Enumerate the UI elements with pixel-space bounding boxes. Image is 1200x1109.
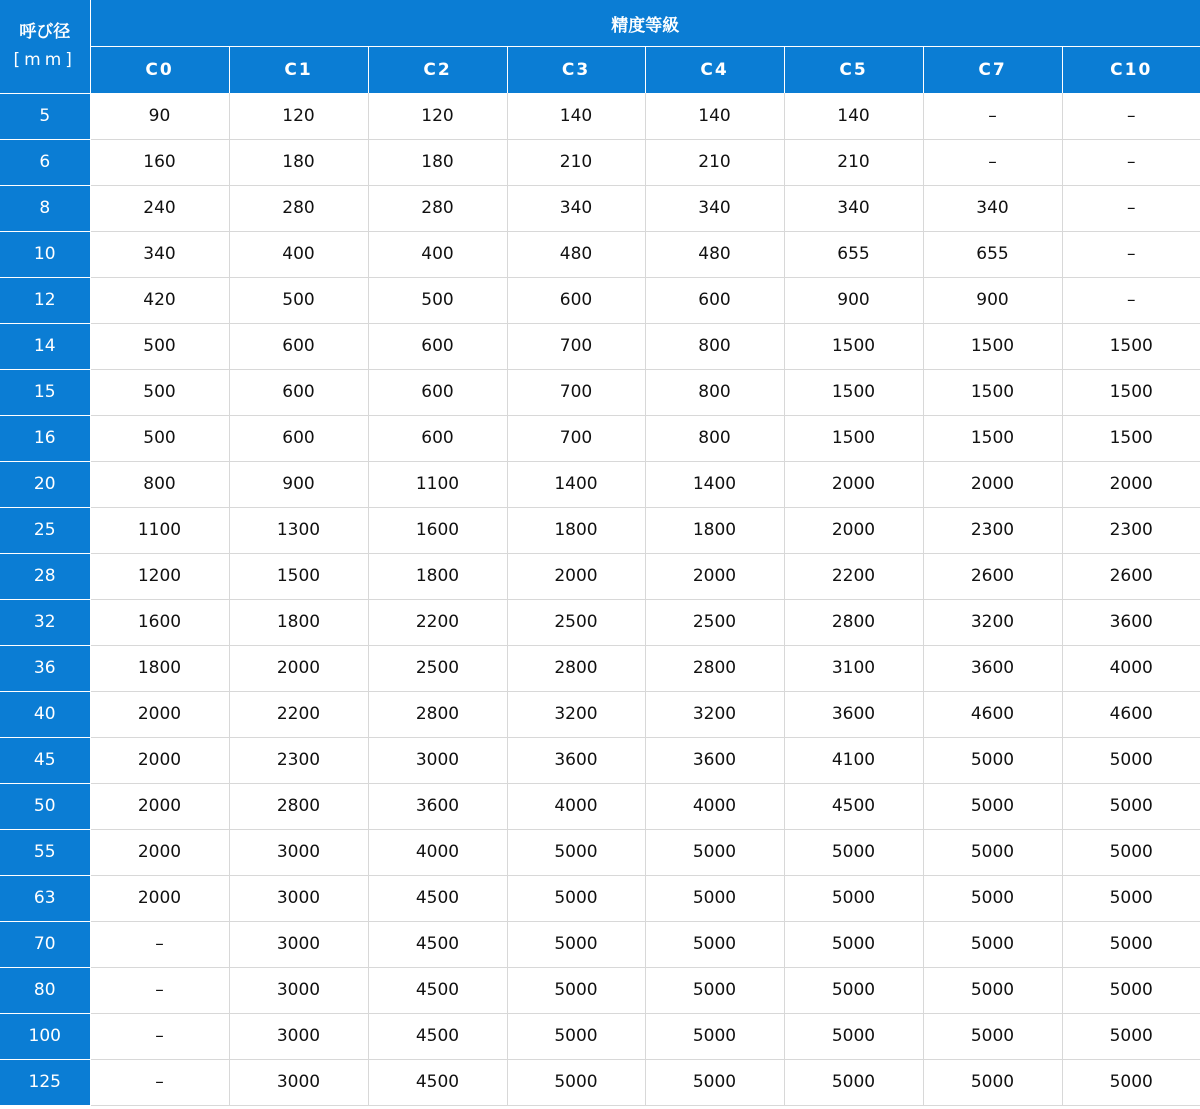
- grade-header-c4: C4: [645, 47, 784, 94]
- table-cell: –: [1062, 185, 1200, 231]
- table-cell: 5000: [507, 967, 645, 1013]
- table-cell: 2000: [90, 737, 229, 783]
- table-row: [0, 93, 1200, 139]
- table-cell: 2600: [923, 553, 1062, 599]
- table-row: [0, 829, 1200, 875]
- table-cell: 5000: [507, 921, 645, 967]
- table-cell: 5000: [923, 783, 1062, 829]
- table-cell: 480: [645, 231, 784, 277]
- table-cell: 900: [229, 461, 368, 507]
- table-row: [0, 737, 1200, 783]
- table-cell: 280: [368, 185, 507, 231]
- table-cell: 5000: [1062, 967, 1200, 1013]
- row-nominal-diameter: 16: [0, 415, 90, 461]
- table-cell: 4000: [368, 829, 507, 875]
- table-cell: 4500: [368, 967, 507, 1013]
- table-cell: 210: [507, 139, 645, 185]
- table-row: [0, 783, 1200, 829]
- table-cell: 1300: [229, 507, 368, 553]
- table-cell: 1500: [1062, 369, 1200, 415]
- table-cell: 340: [645, 185, 784, 231]
- table-cell: 5000: [645, 875, 784, 921]
- header-row-group: [0, 0, 1200, 47]
- table-cell: –: [90, 967, 229, 1013]
- table-cell: 2000: [90, 691, 229, 737]
- row-nominal-diameter: 28: [0, 553, 90, 599]
- table-cell: 5000: [784, 921, 923, 967]
- table-cell: –: [90, 1059, 229, 1105]
- table-cell: –: [1062, 231, 1200, 277]
- table-cell: 500: [368, 277, 507, 323]
- table-cell: 3000: [368, 737, 507, 783]
- table-cell: 800: [90, 461, 229, 507]
- table-row: [0, 139, 1200, 185]
- table-cell: 5000: [923, 1013, 1062, 1059]
- table-cell: 5000: [1062, 875, 1200, 921]
- table-cell: 2000: [645, 553, 784, 599]
- table-row: [0, 1059, 1200, 1105]
- table-cell: 4600: [923, 691, 1062, 737]
- table-cell: 340: [507, 185, 645, 231]
- table-cell: –: [1062, 139, 1200, 185]
- table-cell: 3100: [784, 645, 923, 691]
- table-cell: 5000: [923, 829, 1062, 875]
- table-cell: 5000: [645, 921, 784, 967]
- table-cell: 2000: [90, 875, 229, 921]
- table-row: [0, 323, 1200, 369]
- table-cell: 4000: [1062, 645, 1200, 691]
- row-nominal-diameter: 63: [0, 875, 90, 921]
- table-cell: 4500: [368, 875, 507, 921]
- table-cell: 5000: [1062, 829, 1200, 875]
- table-cell: 500: [90, 323, 229, 369]
- table-cell: 2300: [1062, 507, 1200, 553]
- table-cell: 5000: [1062, 921, 1200, 967]
- table-row: [0, 277, 1200, 323]
- row-nominal-diameter: 125: [0, 1059, 90, 1105]
- row-nominal-diameter: 55: [0, 829, 90, 875]
- table-cell: 5000: [784, 967, 923, 1013]
- table-cell: 420: [90, 277, 229, 323]
- accuracy-grade-group-header: 精度等級: [90, 0, 1200, 47]
- table-cell: 180: [368, 139, 507, 185]
- table-cell: 700: [507, 323, 645, 369]
- table-cell: 5000: [507, 875, 645, 921]
- table-cell: 700: [507, 415, 645, 461]
- table-cell: 400: [368, 231, 507, 277]
- table-cell: 2800: [229, 783, 368, 829]
- table-row: [0, 185, 1200, 231]
- table-cell: 2000: [90, 783, 229, 829]
- table-cell: 240: [90, 185, 229, 231]
- row-nominal-diameter: 20: [0, 461, 90, 507]
- row-nominal-diameter: 25: [0, 507, 90, 553]
- table-cell: 1800: [507, 507, 645, 553]
- table-cell: 210: [645, 139, 784, 185]
- table-cell: 2500: [645, 599, 784, 645]
- table-cell: 1800: [368, 553, 507, 599]
- table-cell: 2500: [507, 599, 645, 645]
- table-cell: 1500: [923, 323, 1062, 369]
- table-cell: 1800: [229, 599, 368, 645]
- table-cell: –: [1062, 277, 1200, 323]
- table-cell: 600: [368, 415, 507, 461]
- table-cell: –: [90, 921, 229, 967]
- table-cell: 655: [923, 231, 1062, 277]
- row-nominal-diameter: 5: [0, 93, 90, 139]
- table-cell: 3000: [229, 829, 368, 875]
- table-cell: 5000: [507, 1013, 645, 1059]
- grade-header-c3: C3: [507, 47, 645, 94]
- table-cell: 1500: [1062, 415, 1200, 461]
- table-cell: 2800: [645, 645, 784, 691]
- table-cell: 2800: [368, 691, 507, 737]
- table-cell: 1500: [784, 415, 923, 461]
- table-cell: –: [923, 139, 1062, 185]
- table-cell: 340: [784, 185, 923, 231]
- table-cell: 4500: [368, 1059, 507, 1105]
- table-row: [0, 415, 1200, 461]
- table-cell: 2000: [90, 829, 229, 875]
- table-cell: 1400: [507, 461, 645, 507]
- table-cell: 1500: [784, 323, 923, 369]
- table-cell: 2200: [368, 599, 507, 645]
- table-cell: 2200: [229, 691, 368, 737]
- table-cell: 5000: [923, 737, 1062, 783]
- table-row: [0, 645, 1200, 691]
- grade-header-c5: C5: [784, 47, 923, 94]
- row-nominal-diameter: 70: [0, 921, 90, 967]
- table-cell: 3000: [229, 1013, 368, 1059]
- table-cell: 2600: [1062, 553, 1200, 599]
- row-nominal-diameter: 10: [0, 231, 90, 277]
- table-row: [0, 967, 1200, 1013]
- table-cell: 5000: [784, 829, 923, 875]
- table-row: [0, 553, 1200, 599]
- table-cell: 4500: [368, 1013, 507, 1059]
- table-cell: 3000: [229, 875, 368, 921]
- table-cell: 4000: [645, 783, 784, 829]
- table-row: [0, 507, 1200, 553]
- table-cell: 800: [645, 415, 784, 461]
- table-cell: 2000: [229, 645, 368, 691]
- table-cell: 400: [229, 231, 368, 277]
- table-cell: 280: [229, 185, 368, 231]
- table-cell: 900: [923, 277, 1062, 323]
- table-cell: 1200: [90, 553, 229, 599]
- nominal-diameter-header: [0, 0, 90, 93]
- table-cell: 3200: [645, 691, 784, 737]
- table-cell: 120: [229, 93, 368, 139]
- table-cell: 160: [90, 139, 229, 185]
- table-cell: 90: [90, 93, 229, 139]
- table-cell: 210: [784, 139, 923, 185]
- table-row: [0, 921, 1200, 967]
- table-cell: 5000: [1062, 1013, 1200, 1059]
- table-cell: 1500: [1062, 323, 1200, 369]
- table-cell: 3600: [507, 737, 645, 783]
- table-cell: 3200: [923, 599, 1062, 645]
- table-cell: 140: [507, 93, 645, 139]
- table-cell: 2800: [784, 599, 923, 645]
- table-cell: 800: [645, 369, 784, 415]
- table-cell: 1500: [784, 369, 923, 415]
- table-cell: 1400: [645, 461, 784, 507]
- table-cell: 5000: [645, 1059, 784, 1105]
- header-row-grades: [0, 47, 1200, 94]
- table-cell: 5000: [507, 1059, 645, 1105]
- table-cell: 4500: [368, 921, 507, 967]
- table-cell: 1800: [645, 507, 784, 553]
- table-cell: 900: [784, 277, 923, 323]
- table-cell: 600: [368, 369, 507, 415]
- table-cell: 4100: [784, 737, 923, 783]
- table-cell: 1600: [90, 599, 229, 645]
- nominal-diameter-unit: [mm]: [13, 50, 76, 71]
- table-cell: 2000: [784, 461, 923, 507]
- table-cell: 5000: [1062, 783, 1200, 829]
- table-cell: 5000: [1062, 1059, 1200, 1105]
- table-cell: 600: [645, 277, 784, 323]
- row-nominal-diameter: 32: [0, 599, 90, 645]
- table-cell: 340: [90, 231, 229, 277]
- table-cell: 5000: [1062, 737, 1200, 783]
- table-cell: 2000: [507, 553, 645, 599]
- row-nominal-diameter: 80: [0, 967, 90, 1013]
- grade-header-c10: C10: [1062, 47, 1200, 94]
- table-row: [0, 231, 1200, 277]
- table-cell: 3600: [1062, 599, 1200, 645]
- table-cell: 3200: [507, 691, 645, 737]
- table-cell: 1800: [90, 645, 229, 691]
- table-cell: 2300: [923, 507, 1062, 553]
- row-nominal-diameter: 50: [0, 783, 90, 829]
- table-cell: 480: [507, 231, 645, 277]
- table-cell: 3000: [229, 967, 368, 1013]
- table-header: [0, 0, 1200, 93]
- table-row: [0, 691, 1200, 737]
- table-cell: 3600: [645, 737, 784, 783]
- table-cell: 1100: [368, 461, 507, 507]
- row-nominal-diameter: 14: [0, 323, 90, 369]
- row-nominal-diameter: 36: [0, 645, 90, 691]
- table-cell: 5000: [507, 829, 645, 875]
- table-cell: 600: [368, 323, 507, 369]
- table-cell: 120: [368, 93, 507, 139]
- table-cell: 2200: [784, 553, 923, 599]
- row-nominal-diameter: 15: [0, 369, 90, 415]
- nominal-diameter-label: 呼び径: [19, 22, 71, 43]
- table-cell: 140: [784, 93, 923, 139]
- table-cell: 500: [90, 369, 229, 415]
- table-cell: 800: [645, 323, 784, 369]
- table-cell: 5000: [784, 875, 923, 921]
- table-cell: –: [90, 1013, 229, 1059]
- table-cell: 5000: [923, 875, 1062, 921]
- table-cell: 5000: [645, 1013, 784, 1059]
- table-cell: 1600: [368, 507, 507, 553]
- table-cell: 3600: [368, 783, 507, 829]
- table-cell: 655: [784, 231, 923, 277]
- table-cell: 1100: [90, 507, 229, 553]
- table-cell: 4500: [784, 783, 923, 829]
- table-cell: 600: [507, 277, 645, 323]
- table-cell: 4600: [1062, 691, 1200, 737]
- table-cell: 5000: [784, 1013, 923, 1059]
- table-cell: 5000: [784, 1059, 923, 1105]
- table-cell: 1500: [229, 553, 368, 599]
- table-cell: –: [923, 93, 1062, 139]
- table-cell: 500: [90, 415, 229, 461]
- row-nominal-diameter: 45: [0, 737, 90, 783]
- table-cell: 180: [229, 139, 368, 185]
- table-cell: 5000: [645, 967, 784, 1013]
- table-cell: 1500: [923, 369, 1062, 415]
- table-cell: 5000: [923, 921, 1062, 967]
- table-cell: 2500: [368, 645, 507, 691]
- table-cell: 5000: [923, 1059, 1062, 1105]
- row-nominal-diameter: 40: [0, 691, 90, 737]
- row-nominal-diameter: 100: [0, 1013, 90, 1059]
- table-row: [0, 461, 1200, 507]
- table-cell: –: [1062, 93, 1200, 139]
- table-cell: 2300: [229, 737, 368, 783]
- grade-header-c0: C0: [90, 47, 229, 94]
- table-row: [0, 599, 1200, 645]
- table-cell: 5000: [645, 829, 784, 875]
- table-cell: 2800: [507, 645, 645, 691]
- table-cell: 4000: [507, 783, 645, 829]
- row-nominal-diameter: 6: [0, 139, 90, 185]
- grade-header-c2: C2: [368, 47, 507, 94]
- row-nominal-diameter: 12: [0, 277, 90, 323]
- table-cell: 2000: [1062, 461, 1200, 507]
- grade-header-c7: C7: [923, 47, 1062, 94]
- table-row: [0, 875, 1200, 921]
- table-cell: 2000: [784, 507, 923, 553]
- table-row: [0, 369, 1200, 415]
- table-cell: 140: [645, 93, 784, 139]
- table-cell: 3600: [923, 645, 1062, 691]
- table-cell: 3000: [229, 921, 368, 967]
- table-cell: 3600: [784, 691, 923, 737]
- table-cell: 2000: [923, 461, 1062, 507]
- table-cell: 600: [229, 415, 368, 461]
- table-cell: 500: [229, 277, 368, 323]
- table-cell: 1500: [923, 415, 1062, 461]
- table-cell: 340: [923, 185, 1062, 231]
- table-cell: 5000: [923, 967, 1062, 1013]
- table-cell: 700: [507, 369, 645, 415]
- table-cell: 600: [229, 369, 368, 415]
- row-nominal-diameter: 8: [0, 185, 90, 231]
- table-row: [0, 1013, 1200, 1059]
- table-cell: 600: [229, 323, 368, 369]
- table-body: [0, 93, 1200, 1105]
- table-cell: 3000: [229, 1059, 368, 1105]
- grade-header-c1: C1: [229, 47, 368, 94]
